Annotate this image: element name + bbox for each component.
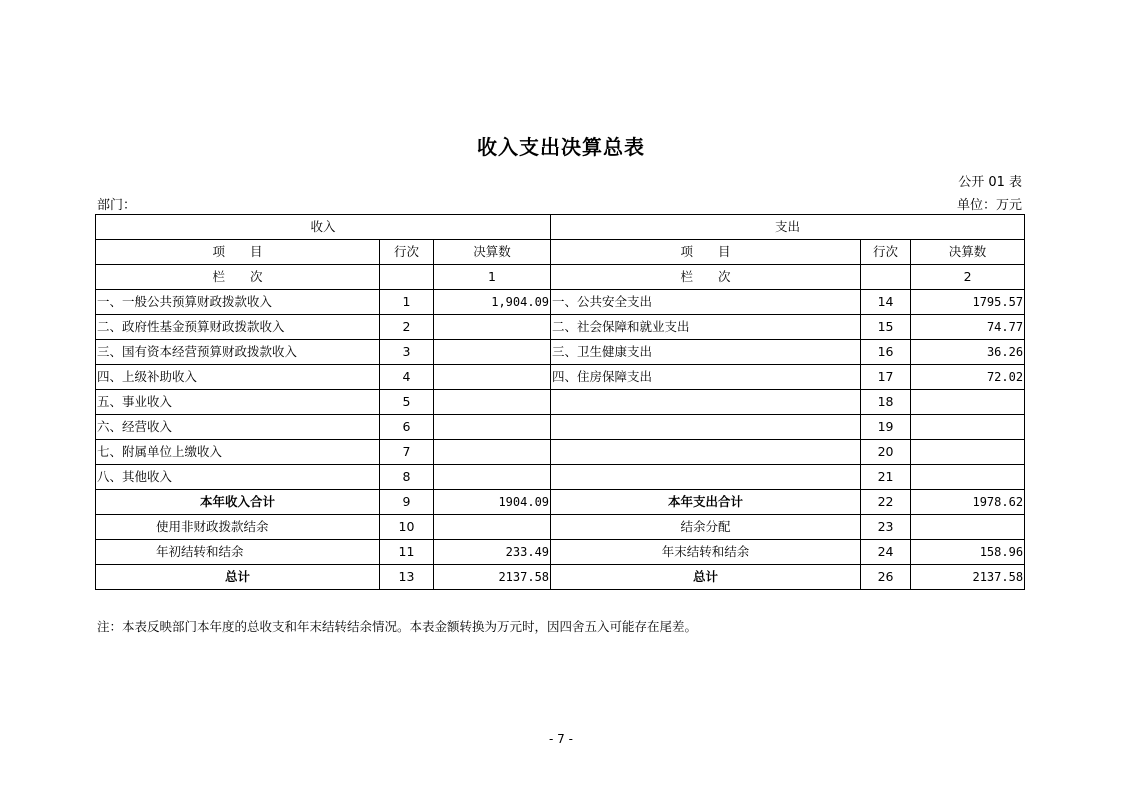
- expense-row-number: 23: [861, 515, 911, 540]
- expense-item: 四、住房保障支出: [551, 365, 861, 390]
- table-row: [96, 340, 1025, 365]
- income-row-number: 2: [380, 315, 434, 340]
- expense-item-header: 项 目: [551, 240, 861, 265]
- expense-amount: [911, 465, 1025, 490]
- income-item: 三、国有资本经营预算财政拨款收入: [96, 340, 380, 365]
- income-amount: 1904.09: [434, 490, 551, 515]
- income-row-number: 9: [380, 490, 434, 515]
- form-number: 公开 01 表: [958, 175, 1022, 190]
- expense-summary-item: 总计: [551, 565, 861, 590]
- income-column-index: 1: [434, 265, 551, 290]
- expense-item: 二、社会保障和就业支出: [551, 315, 861, 340]
- expense-amount: 158.96: [911, 540, 1025, 565]
- expense-row-number: 16: [861, 340, 911, 365]
- income-row-number: 8: [380, 465, 434, 490]
- income-row-number: 3: [380, 340, 434, 365]
- income-amount-header: 决算数: [434, 240, 551, 265]
- expense-header: 支出: [551, 215, 1025, 240]
- income-item-header: 项 目: [96, 240, 380, 265]
- expense-column-index: 2: [911, 265, 1025, 290]
- expense-amount: [911, 515, 1025, 540]
- expense-column-label: 栏 次: [551, 265, 861, 290]
- expense-item: [551, 415, 861, 440]
- expense-amount: [911, 415, 1025, 440]
- income-item: 八、其他收入: [96, 465, 380, 490]
- income-item: 五、事业收入: [96, 390, 380, 415]
- income-item: 六、经营收入: [96, 415, 380, 440]
- income-row-number: 6: [380, 415, 434, 440]
- expense-amount: 72.02: [911, 365, 1025, 390]
- unit-label: 单位：万元: [956, 198, 1022, 213]
- income-column-label: 栏 次: [96, 265, 380, 290]
- income-row-number: 4: [380, 365, 434, 390]
- table-row: [96, 465, 1025, 490]
- summary-row: [96, 565, 1025, 590]
- income-row-number: 5: [380, 390, 434, 415]
- income-row-number: 7: [380, 440, 434, 465]
- expense-row-number: 15: [861, 315, 911, 340]
- income-amount: [434, 390, 551, 415]
- expense-column-blank: [861, 265, 911, 290]
- summary-row: [96, 515, 1025, 540]
- income-amount: 2137.58: [434, 565, 551, 590]
- income-amount: [434, 440, 551, 465]
- income-amount: [434, 515, 551, 540]
- expense-item: 一、公共安全支出: [551, 290, 861, 315]
- expense-amount: 1795.57: [911, 290, 1025, 315]
- income-summary-item: 年初结转和结余: [96, 540, 380, 565]
- table-row: [96, 290, 1025, 315]
- expense-row-number: 22: [861, 490, 911, 515]
- summary-row: [96, 540, 1025, 565]
- table-row: [96, 315, 1025, 340]
- income-column-blank: [380, 265, 434, 290]
- column-header-row: [96, 240, 1025, 265]
- income-row-number: 11: [380, 540, 434, 565]
- expense-row-number: 17: [861, 365, 911, 390]
- expense-item: [551, 465, 861, 490]
- income-amount: 233.49: [434, 540, 551, 565]
- table-row: [96, 415, 1025, 440]
- income-item: 四、上级补助收入: [96, 365, 380, 390]
- expense-item: [551, 390, 861, 415]
- department-label: 部门：: [97, 198, 137, 213]
- table-row: [96, 440, 1025, 465]
- expense-amount: [911, 390, 1025, 415]
- expense-amount: 1978.62: [911, 490, 1025, 515]
- income-amount: [434, 365, 551, 390]
- income-summary-item: 总计: [96, 565, 380, 590]
- expense-amount: [911, 440, 1025, 465]
- expense-summary-item: 结余分配: [551, 515, 861, 540]
- expense-row-number: 18: [861, 390, 911, 415]
- expense-row-number: 26: [861, 565, 911, 590]
- expense-row-number: 21: [861, 465, 911, 490]
- expense-amount: 2137.58: [911, 565, 1025, 590]
- expense-summary-item: 年末结转和结余: [551, 540, 861, 565]
- expense-row-number: 19: [861, 415, 911, 440]
- summary-row: [96, 490, 1025, 515]
- table-row: [96, 390, 1025, 415]
- income-amount: [434, 415, 551, 440]
- income-item: 二、政府性基金预算财政拨款收入: [96, 315, 380, 340]
- income-row-number: 13: [380, 565, 434, 590]
- expense-amount: 74.77: [911, 315, 1025, 340]
- expense-row-number: 14: [861, 290, 911, 315]
- income-summary-item: 本年收入合计: [96, 490, 380, 515]
- income-header: 收入: [96, 215, 551, 240]
- expense-row-number: 20: [861, 440, 911, 465]
- income-amount: [434, 315, 551, 340]
- income-row-number: 1: [380, 290, 434, 315]
- column-index-row: [96, 265, 1025, 290]
- expense-item: [551, 440, 861, 465]
- page-title: 收入支出决算总表: [477, 135, 645, 159]
- expense-row-number: 24: [861, 540, 911, 565]
- footnote: 注：本表反映部门本年度的总收支和年末结转结余情况。本表金额转换为万元时，因四舍五入可能存在尾差。: [97, 619, 698, 634]
- expense-summary-item: 本年支出合计: [551, 490, 861, 515]
- income-summary-item: 使用非财政拨款结余: [96, 515, 380, 540]
- income-expense-table: [95, 214, 1025, 590]
- income-item: 七、附属单位上缴收入: [96, 440, 380, 465]
- expense-amount: 36.26: [911, 340, 1025, 365]
- income-item: 一、一般公共预算财政拨款收入: [96, 290, 380, 315]
- table-row: [96, 365, 1025, 390]
- income-rowno-header: 行次: [380, 240, 434, 265]
- expense-item: 三、卫生健康支出: [551, 340, 861, 365]
- page-number: - 7 -: [549, 732, 573, 746]
- expense-rowno-header: 行次: [861, 240, 911, 265]
- section-header-row: [96, 215, 1025, 240]
- income-amount: 1,904.09: [434, 290, 551, 315]
- income-amount: [434, 465, 551, 490]
- expense-amount-header: 决算数: [911, 240, 1025, 265]
- income-row-number: 10: [380, 515, 434, 540]
- income-amount: [434, 340, 551, 365]
